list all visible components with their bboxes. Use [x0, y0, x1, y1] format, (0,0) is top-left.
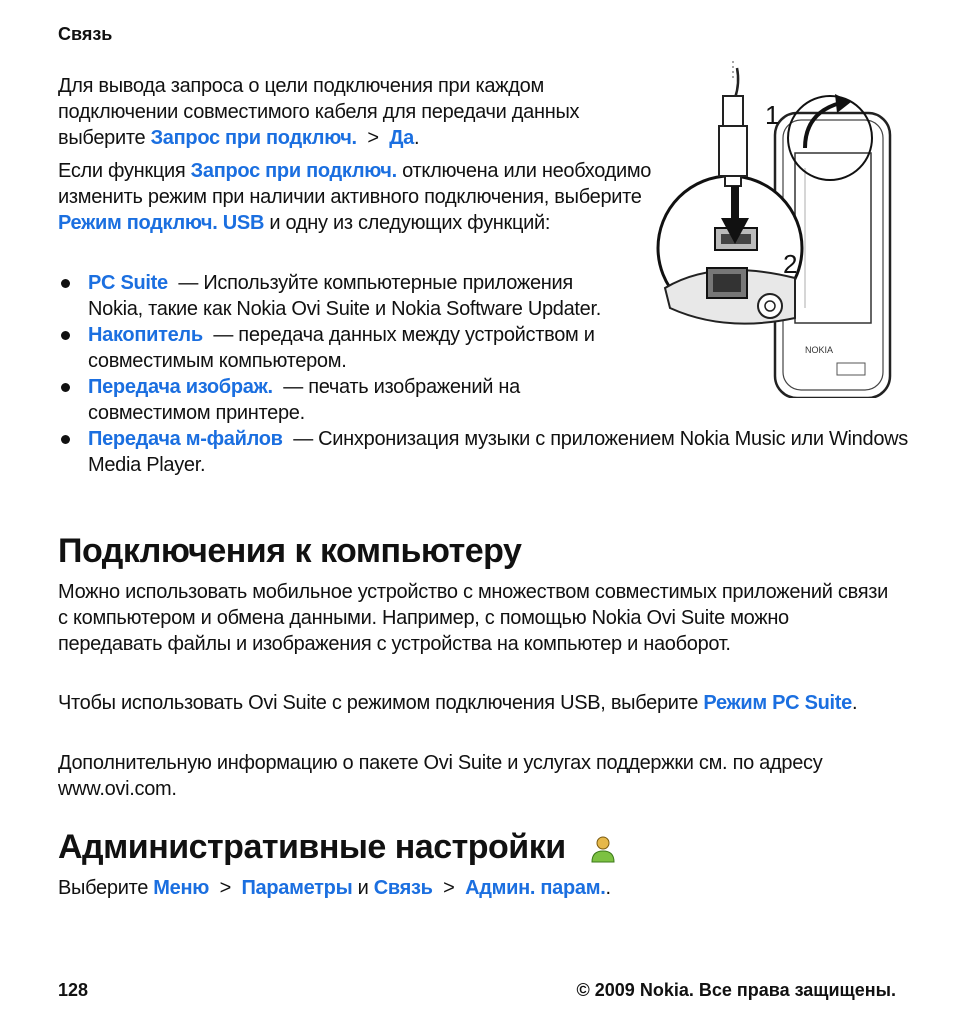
usb-connection-illustration — [655, 58, 905, 398]
path-separator: > — [219, 877, 231, 899]
period: . — [414, 127, 420, 149]
term-image-transfer[interactable]: Передача изображ. — [88, 376, 273, 398]
intro-p2-b: отключена или необходимо изменить режим при наличии активного подключения, выберите — [58, 160, 652, 208]
list-item-text: — Используйте компьютерные приложения Nokia, такие как Nokia Ovi Suite и Nokia Software Updater. — [88, 272, 602, 320]
link-usb-mode[interactable]: Режим подключ. USB — [58, 212, 265, 234]
user-settings-icon — [589, 834, 617, 864]
conjunction: и — [357, 877, 369, 899]
link-connect-request-2[interactable]: Запрос при подключ. — [190, 160, 397, 182]
admin-select-text: Выберите — [58, 877, 149, 899]
link-menu[interactable]: Меню — [153, 877, 210, 899]
term-media-transfer[interactable]: Передача м-файлов — [88, 428, 283, 450]
intro-p1-text: Для вывода запроса о цели подключения при каждом подключении совместимого кабеля для передачи данных выберите — [58, 75, 580, 149]
step-2-label: 2 — [783, 249, 798, 279]
intro-p2-c: и одну из следующих функций: — [269, 212, 551, 234]
intro-p2-a: Если функция — [58, 160, 186, 182]
period: . — [605, 877, 611, 899]
link-settings[interactable]: Параметры — [241, 877, 353, 899]
link-pc-suite-mode[interactable]: Режим PC Suite — [703, 692, 852, 714]
pc-p2-text: Чтобы использовать Ovi Suite с режимом подключения USB, выберите — [58, 692, 699, 714]
list-item-text: — передача данных между устройством и совместимым компьютером. — [88, 324, 595, 372]
heading-admin-settings — [58, 828, 617, 867]
pc-paragraph-3: Дополнительную информацию о пакете Ovi Suite и услугах поддержки см. по адресу www.ovi.com. — [58, 752, 823, 800]
heading-admin-text: Административные настройки — [58, 828, 566, 866]
list-item — [58, 322, 608, 374]
pc-paragraph-1: Можно использовать мобильное устройство с множеством совместимых приложений связи с компьютером и обмена данными. Например, с помощью Nokia Ovi Suite можно передавать файлы и изображения с устройства на компьютер и наоборот. — [58, 581, 888, 655]
period: . — [851, 692, 858, 714]
list-item-text: — Синхронизация музыки с приложением Nokia Music или Windows Media Player. — [88, 428, 908, 476]
step-1-label: 1 — [765, 100, 780, 130]
list-item — [58, 270, 618, 322]
page-number: 128 — [58, 980, 89, 1000]
admin-path — [58, 875, 898, 901]
intro-paragraph-1 — [58, 73, 648, 151]
heading-pc-connections: Подключения к компьютеру — [58, 532, 522, 570]
term-storage[interactable]: Накопитель — [88, 324, 203, 346]
link-admin-settings[interactable]: Админ. парам. — [465, 877, 606, 899]
link-yes[interactable]: Да — [389, 127, 414, 149]
path-separator: > — [443, 877, 455, 899]
list-item — [58, 426, 908, 478]
path-separator: > — [367, 127, 379, 149]
usb-cable-drawing — [719, 60, 747, 186]
svg-text:NOKIA: NOKIA — [805, 345, 834, 355]
intro-paragraph-2 — [58, 158, 653, 236]
term-pc-suite[interactable]: PC Suite — [88, 272, 168, 294]
link-connect-request[interactable]: Запрос при подключ. — [150, 127, 357, 149]
pc-paragraph-2 — [58, 690, 903, 716]
link-connectivity[interactable]: Связь — [373, 877, 433, 899]
section-label: Связь — [58, 24, 113, 44]
list-item-text: — печать изображений на совместимом принтере. — [88, 376, 520, 424]
copyright-notice: © 2009 Nokia. Все права защищены. — [576, 980, 896, 1000]
list-item — [58, 374, 628, 426]
